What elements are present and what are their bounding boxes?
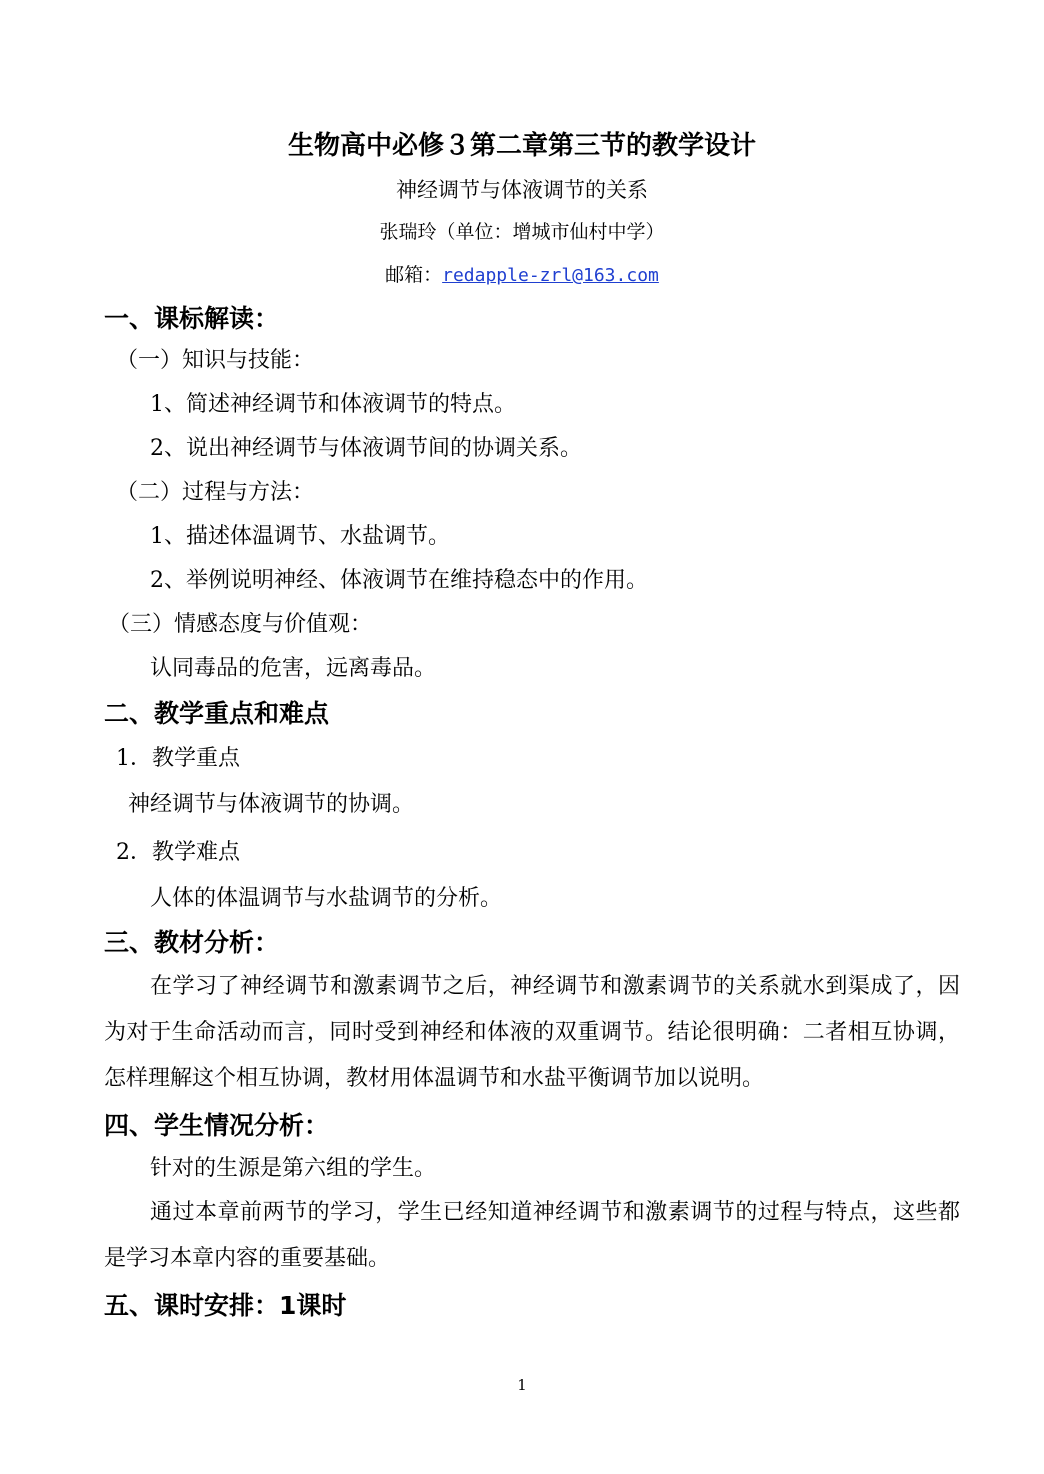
author-line: 张瑞玲（单位：增城市仙村中学） — [379, 221, 665, 243]
textbook-analysis-paragraph: 在学习了神经调节和激素调节之后，神经调节和激素调节的关系就水到渠成了，因为对于生命活动而言，同时受到神经和体液的双重调节。结论很明确：二者相互协调，怎样理解这个相互协调，教材用体温调节和水盐平衡调节加以说明。 — [104, 974, 960, 1091]
list-item: 2、举例说明神经、体液调节在维持稳态中的作用。 — [150, 568, 648, 593]
section-heading-textbook-analysis: 三、教材分析： — [104, 928, 280, 957]
section-heading-schedule: 五、课时安排：1课时 — [104, 1291, 347, 1320]
key-point-text: 神经调节与体液调节的协调。 — [128, 792, 415, 817]
difficult-point-label: 2．教学难点 — [116, 840, 240, 865]
key-point-label: 1．教学重点 — [116, 746, 240, 771]
list-item: 2、说出神经调节与体液调节间的协调关系。 — [150, 436, 582, 461]
section-heading-key-points: 二、教学重点和难点 — [104, 699, 330, 728]
list-item: 1、简述神经调节和体液调节的特点。 — [150, 392, 516, 417]
student-analysis-paragraph: 通过本章前两节的学习，学生已经知道神经调节和激素调节的过程与特点，这些都是学习本章内容的重要基础。 — [104, 1200, 960, 1271]
section-heading-standards: 一、课标解读： — [104, 304, 280, 333]
document-title: 生物高中必修３第二章第三节的教学设计 — [287, 131, 756, 161]
section-heading-student-analysis: 四、学生情况分析： — [104, 1111, 330, 1140]
email-line — [0, 260, 1044, 291]
student-source-text: 针对的生源是第六组的学生。 — [150, 1156, 437, 1181]
email-label: 邮箱： — [385, 264, 443, 286]
list-item: 1、描述体温调节、水盐调节。 — [150, 524, 450, 549]
list-item: 认同毒品的危害，远离毒品。 — [150, 656, 437, 681]
page-number: 1 — [517, 1376, 527, 1394]
document-subtitle: 神经调节与体液调节的关系 — [396, 178, 648, 202]
subsection-heading-process: （二）过程与方法： — [116, 480, 315, 505]
subsection-heading-attitude: （三）情感态度与价值观： — [108, 612, 373, 637]
subsection-heading-knowledge: （一）知识与技能： — [116, 348, 315, 373]
email-link[interactable]: redapple-zrl@163.com — [442, 265, 659, 286]
difficult-point-text: 人体的体温调节与水盐调节的分析。 — [150, 886, 503, 911]
